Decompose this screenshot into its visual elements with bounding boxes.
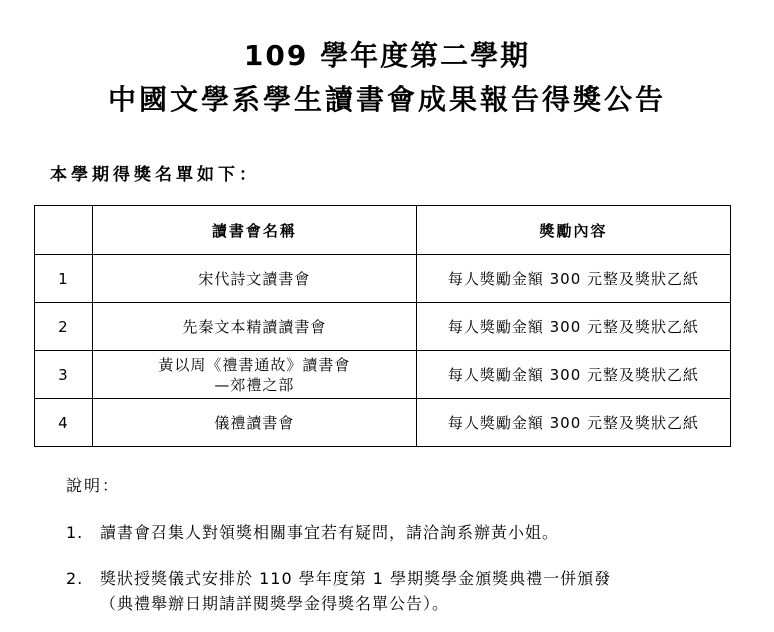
row-club-name: 宋代詩文讀書會 xyxy=(92,255,416,303)
table-row xyxy=(35,351,731,399)
notes-heading: 說明： xyxy=(66,476,121,495)
row-club-name: 儀禮讀書會 xyxy=(92,399,416,447)
note-text: 獎狀授獎儀式安排於 110 學年度第 1 學期獎學金頒獎典禮一併頒發 xyxy=(100,569,612,588)
row-club-name: 先秦文本精讀讀書會 xyxy=(92,303,416,351)
note-item xyxy=(66,566,611,614)
row-award: 每人獎勵金額 300 元整及獎狀乙紙 xyxy=(416,255,730,303)
note-item xyxy=(66,520,559,543)
table-row xyxy=(35,399,731,447)
row-number: 2 xyxy=(35,303,93,351)
row-award: 每人獎勵金額 300 元整及獎狀乙紙 xyxy=(416,303,730,351)
row-club-name xyxy=(92,351,416,399)
header-club-name: 讀書會名稱 xyxy=(92,206,416,255)
note-text: 讀書會召集人對領獎相關事宜若有疑問，請洽詢系辦黃小姐。 xyxy=(100,523,560,542)
row-award: 每人獎勵金額 300 元整及獎狀乙紙 xyxy=(416,399,730,447)
header-number xyxy=(35,206,93,255)
table-header-row xyxy=(35,206,731,255)
row-number: 1 xyxy=(35,255,93,303)
header-award: 獎勵內容 xyxy=(416,206,730,255)
awards-table xyxy=(34,205,731,447)
note-number: 2. xyxy=(66,569,84,588)
row-number: 4 xyxy=(35,399,93,447)
club-name-main: 黃以周《禮書通故》讀書會 xyxy=(158,355,351,374)
table-row xyxy=(35,255,731,303)
title-line-1: 109 學年度第二學期 xyxy=(243,39,531,72)
note-number: 1. xyxy=(66,523,84,542)
note-continuation: （典禮舉辦日期請詳閱獎學金得獎名單公告）。 xyxy=(100,594,450,613)
row-award: 每人獎勵金額 300 元整及獎狀乙紙 xyxy=(416,351,730,399)
table-row xyxy=(35,303,731,351)
intro-text: 本學期得獎名單如下： xyxy=(50,165,260,185)
row-number: 3 xyxy=(35,351,93,399)
club-name-sub: —郊禮之部 xyxy=(214,375,295,394)
title-line-2: 中國文學系學生讀書會成果報告得獎公告 xyxy=(107,83,666,116)
